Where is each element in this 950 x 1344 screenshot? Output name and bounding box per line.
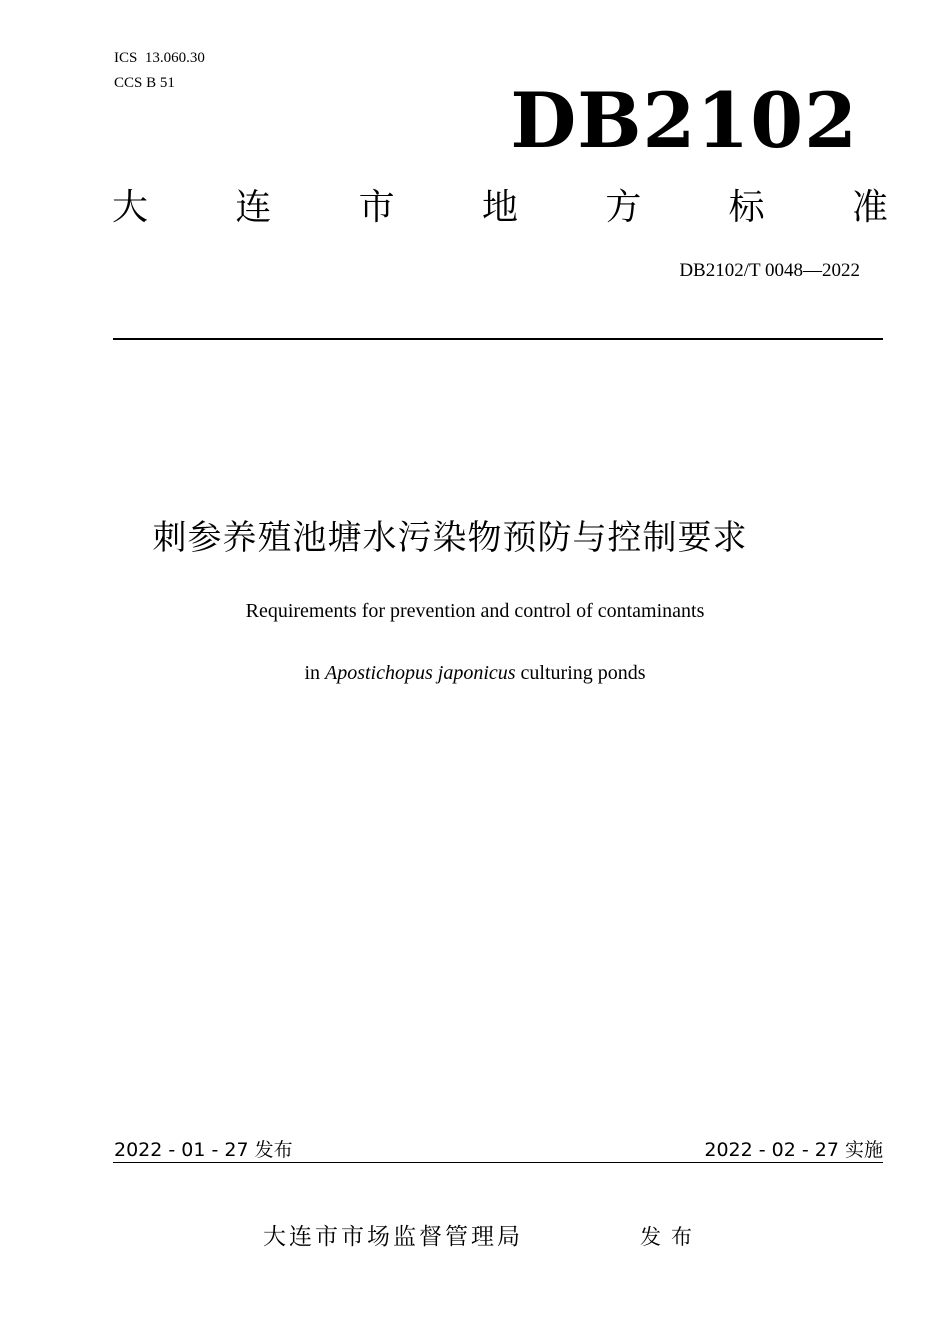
standard-type-char: 准 xyxy=(851,187,888,228)
issue-label: 发布 xyxy=(640,1225,702,1249)
standard-number: DB2102/T 0048—2022 xyxy=(679,260,860,281)
header-divider xyxy=(113,338,883,340)
title-english-suffix: culturing ponds xyxy=(515,662,646,684)
ccs-code: CCS B 51 xyxy=(114,75,175,91)
standard-type-char: 连 xyxy=(235,187,272,228)
ics-code: ICS 13.060.30 xyxy=(114,50,205,66)
publish-date: 2022 - 01 - 27 发布 xyxy=(114,1139,293,1161)
title-chinese: 刺参养殖池塘水污染物预防与控制要求 xyxy=(152,518,748,558)
species-name: Apostichopus japonicus xyxy=(325,662,516,684)
standard-type-char: 市 xyxy=(358,187,395,228)
implement-date: 2022 - 02 - 27 实施 xyxy=(704,1139,883,1161)
standard-type xyxy=(112,186,888,230)
standard-type-char: 地 xyxy=(481,187,518,228)
title-english-prefix: in xyxy=(304,662,325,684)
title-english-line1: Requirements for prevention and control of contaminants xyxy=(245,600,705,622)
standard-code-heading: DB2102 xyxy=(510,76,858,165)
title-english-line2 xyxy=(0,660,950,686)
standard-type-char: 大 xyxy=(112,187,149,228)
footer-divider xyxy=(113,1162,883,1163)
standard-type-char: 方 xyxy=(605,187,642,228)
date-row xyxy=(114,1136,883,1164)
standard-type-char: 标 xyxy=(728,187,765,228)
issuer-name: 大连市市场监督管理局 xyxy=(263,1224,523,1250)
